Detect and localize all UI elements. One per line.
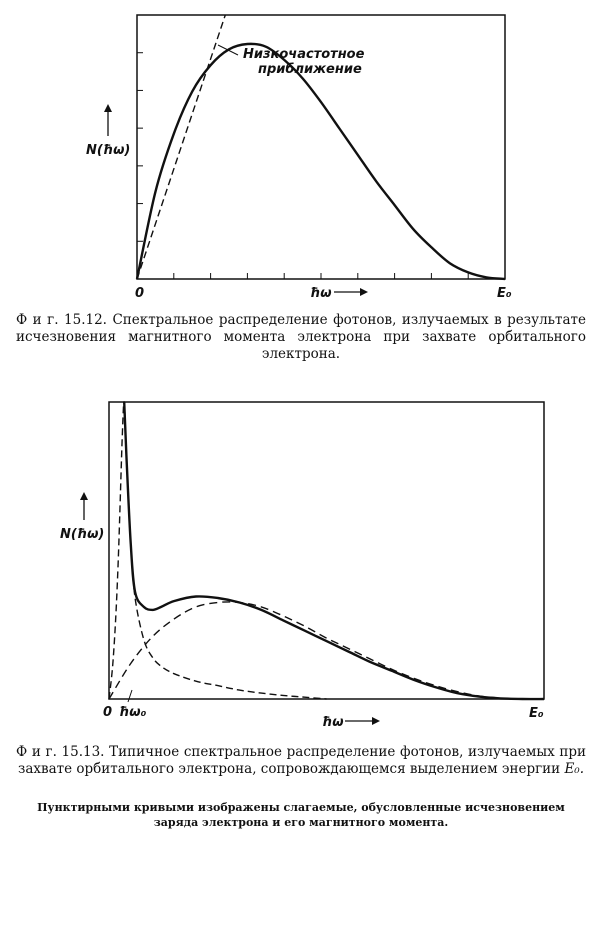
chart-15-12-x-tick-start: 0 [135,286,145,301]
chart-15-13-x-tick-omega0: ħω₀ [119,705,147,720]
chart-15-13-x-arrowhead [372,717,380,725]
chart-15-13-x-tick-end: E₀ [529,706,544,721]
chart-15-12-ylabel: N(ħω) [86,143,131,158]
chart-15-13-solid-curve [124,402,544,699]
chart-15-12-solid-curve [137,44,505,279]
figure-15-12-caption [16,312,586,363]
figure-15-12-label: Ф и г. [16,312,59,328]
figure-15-13-caption-text: Типичное спектральное распределение фотонов, излучаемых при захвате орбитального электрона, сопровождающемся выделением энергии [17,744,586,777]
chart-15-12-dashed-line [137,15,225,279]
chart-15-13-x-tick-start: 0 [103,705,113,720]
chart-15-13-y-arrowhead [80,492,88,500]
chart-15-12 [86,15,512,301]
figure-15-13-caption [16,744,586,778]
figure-15-13-note: Пунктирными кривыми изображены слагаемые, обусловленные исчезновением заряда электрона и его магнитного момента. [37,801,565,829]
chart-15-13-ylabel: N(ħω) [60,527,105,542]
chart-15-13-dashed-charge-curve [109,402,327,699]
chart-15-13-xlabel: ħω [322,715,344,730]
chart-15-12-ticks [137,53,468,279]
chart-15-12-annotation-line2: приближение [258,62,362,77]
chart-15-13-dashed-magnetic-curve [109,602,544,699]
chart-15-13-omega0-leader [128,690,132,702]
chart-15-12-annotation-line1: Низкочастотное [243,47,365,62]
figure-15-13-label: Ф и г. [16,744,57,760]
chart-15-12-x-arrowhead [360,288,368,296]
chart-15-12-y-arrowhead [104,104,112,112]
figure-15-12-number: 15.12. [64,312,107,328]
figure-15-13-number: 15.13. [61,744,105,760]
figure-15-12-caption-text: Спектральное распределение фотонов, излучаемых в результате исчезновения магнитного момента электрона при захвате орбитального электрона. [16,312,586,362]
chart-15-13-frame [109,402,544,699]
chart-15-12-x-tick-end: E₀ [497,286,512,301]
figure-15-13-caption-symbol: E₀. [564,761,585,777]
chart-15-12-xlabel: ħω [310,286,332,301]
chart-15-13 [60,402,544,730]
